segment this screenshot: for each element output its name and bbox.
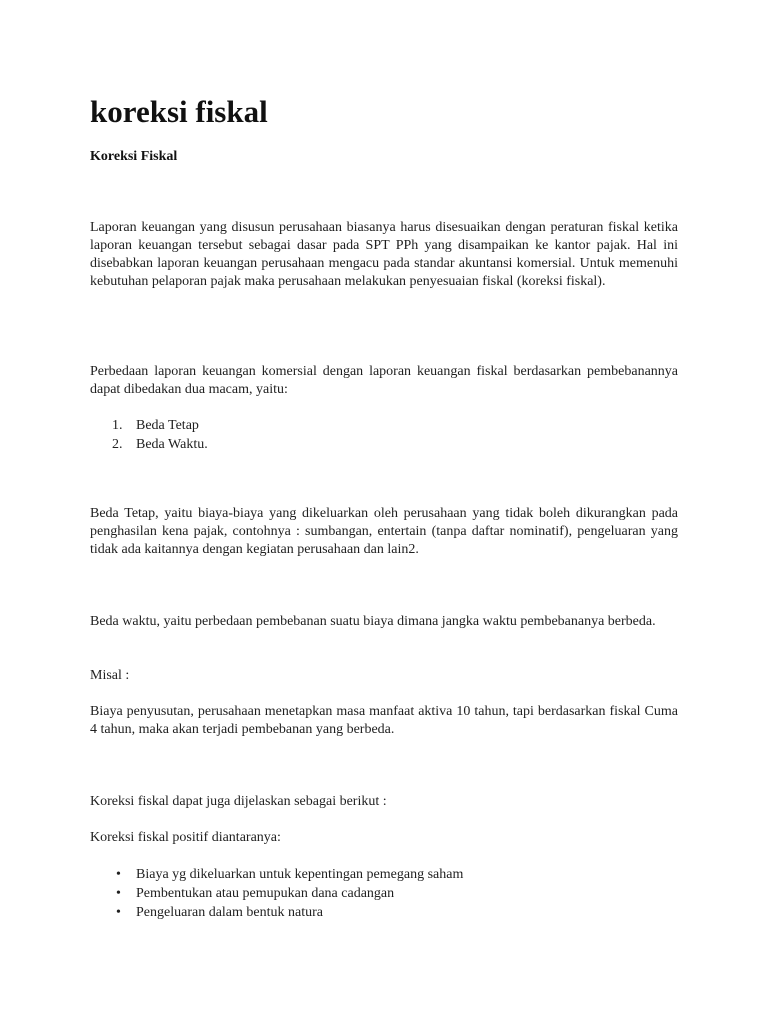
list-item-text: Beda Waktu.: [136, 437, 208, 452]
misal-label: Misal :: [90, 668, 130, 683]
list-item: [90, 435, 208, 454]
section-heading: Koreksi Fiskal: [90, 149, 178, 164]
intro-paragraph: Laporan keuangan yang disusun perusahaan biasanya harus disesuaikan dengan peraturan fiskal ketika laporan keuangan tersebut sebagai dasar pada SPT PPh yang disampaikan ke kantor pajak. Hal ini disebabkan laporan keuangan perusahaan mengacu pada standar akuntansi komersial. Untuk memenuhi kebutuhan pelaporan pajak maka perusahaan melakukan penyesuaian fiskal (koreksi fiskal).: [90, 220, 678, 289]
penjelasan-paragraph: Koreksi fiskal dapat juga dijelaskan sebagai berikut :: [90, 794, 387, 809]
list-item: [90, 865, 463, 884]
list-item: [90, 416, 208, 435]
list-item-text: Pembentukan atau pemupukan dana cadangan: [136, 886, 395, 901]
bullet-icon: •: [116, 886, 121, 901]
beda-tetap-paragraph: Beda Tetap, yaitu biaya-biaya yang dikeluarkan oleh perusahaan yang tidak boleh dikurangkan pada penghasilan kena pajak, contohnya : sumbangan, entertain (tanpa daftar nominatif), pengeluaran yang tidak ada kaitannya dengan kegiatan perusahaan dan lain2.: [90, 506, 678, 557]
list-item: [90, 884, 463, 903]
list-item-text: Beda Tetap: [136, 418, 199, 433]
positif-paragraph: Koreksi fiskal positif diantaranya:: [90, 830, 281, 845]
list-item-text: Pengeluaran dalam bentuk natura: [136, 905, 323, 920]
list-number: 1.: [112, 418, 123, 433]
contoh-paragraph: Biaya penyusutan, perusahaan menetapkan masa manfaat aktiva 10 tahun, tapi berdasarkan fiskal Cuma 4 tahun, maka akan terjadi pembebanan yang berbeda.: [90, 704, 678, 737]
page-title: koreksi fiskal: [90, 94, 268, 129]
list-item: [90, 903, 463, 922]
list-item-text: Biaya yg dikeluarkan untuk kepentingan pemegang saham: [136, 867, 464, 882]
bullet-list: [90, 865, 463, 922]
list-number: 2.: [112, 437, 123, 452]
perbedaan-paragraph: Perbedaan laporan keuangan komersial dengan laporan keuangan fiskal berdasarkan pembebanannya dapat dibedakan dua macam, yaitu:: [90, 364, 678, 397]
numbered-list: [90, 416, 208, 454]
bullet-icon: •: [116, 867, 121, 882]
bullet-icon: •: [116, 905, 121, 920]
beda-waktu-paragraph: Beda waktu, yaitu perbedaan pembebanan suatu biaya dimana jangka waktu pembebananya berbeda.: [90, 614, 656, 629]
